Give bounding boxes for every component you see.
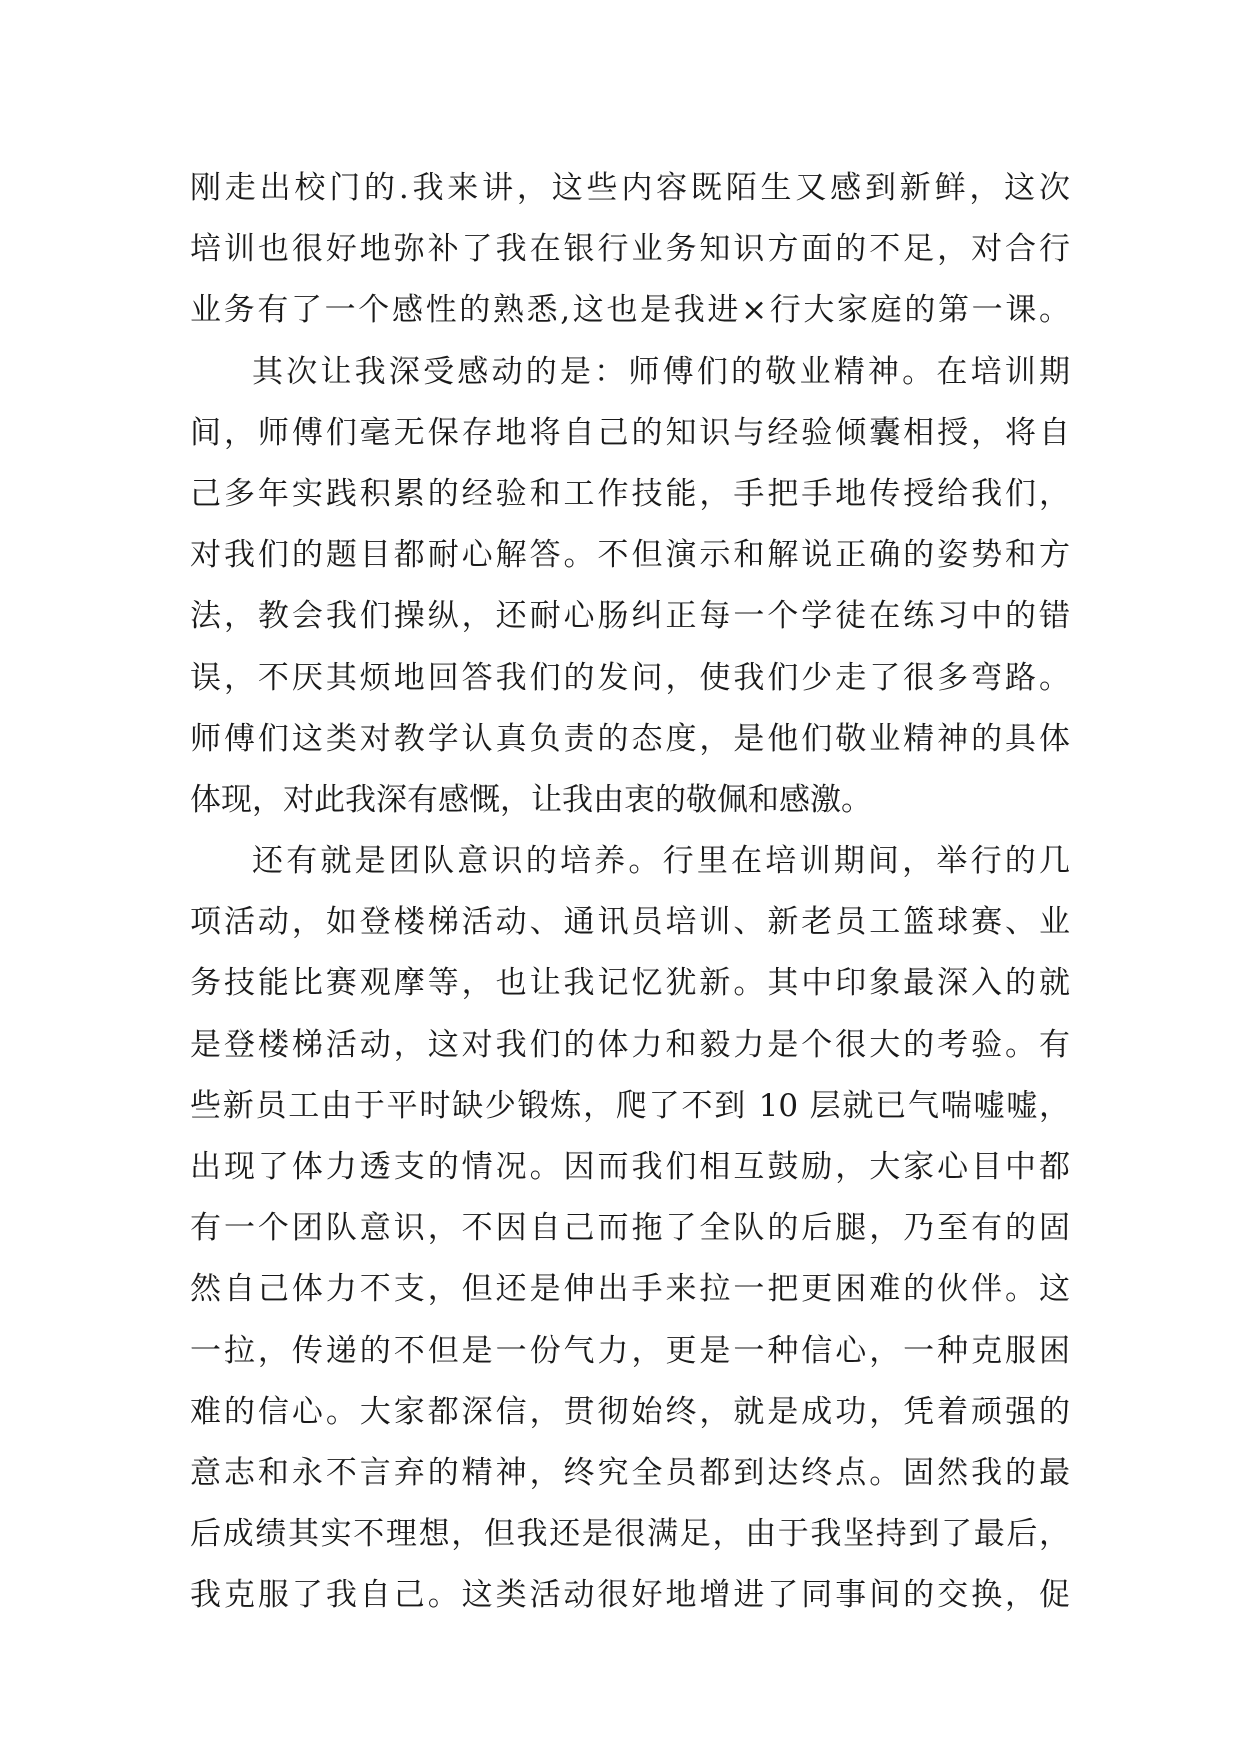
text-line: 项活动，如登楼梯活动、通讯员培训、新老员工篮球赛、业	[190, 904, 1070, 941]
text-line: 刚走出校门的.我来讲，这些内容既陌生又感到新鲜，这次	[190, 170, 1070, 206]
text-line: 些新员工由于平时缺少锻炼，爬了不到 10 层就已气喘嘘嘘，	[190, 1087, 1070, 1124]
text-line: 法，教会我们操纵，还耐心肠纠正每一个学徒在练习中的错	[190, 598, 1070, 635]
text-line: 一拉，传递的不但是一份气力，更是一种信心，一种克服困	[190, 1332, 1070, 1369]
text-line: 误，不厌其烦地回答我们的发问，使我们少走了很多弯路。	[190, 659, 1070, 696]
text-line: 己多年实践积累的经验和工作技能，手把手地传授给我们，	[190, 475, 1070, 512]
text-line: 出现了体力透支的情况。因而我们相互鼓励，大家心目中都	[190, 1149, 1070, 1185]
text-line: 对我们的题目都耐心解答。不但演示和解说正确的姿势和方	[190, 537, 1070, 574]
text-line: 师傅们这类对教学认真负责的态度，是他们敬业精神的具体	[190, 720, 1070, 757]
text-line: 意志和永不言弃的精神，终究全员都到达终点。固然我的最	[190, 1454, 1070, 1491]
text-line: 难的信心。大家都深信，贯彻始终，就是成功，凭着顽强的	[190, 1393, 1070, 1430]
text-line: 务技能比赛观摩等，也让我记忆犹新。其中印象最深入的就	[190, 965, 1070, 1002]
text-line: 间，师傅们毫无保存地将自己的知识与经验倾囊相授，将自	[190, 414, 1070, 451]
text-line: 有一个团队意识，不因自己而拖了全队的后腿，乃至有的固	[190, 1210, 1070, 1247]
text-line: 其次让我深受感动的是：师傅们的敬业精神。在培训期	[252, 353, 1070, 390]
text-line: 后成绩其实不理想，但我还是很满足，由于我坚持到了最后，	[190, 1516, 1070, 1553]
text-line: 是登楼梯活动，这对我们的体力和毅力是个很大的考验。有	[190, 1026, 1070, 1063]
text-line: 我克服了我自己。这类活动很好地增进了同事间的交换，促	[190, 1577, 1070, 1614]
text-line: 还有就是团队意识的培养。行里在培训期间，举行的几	[252, 843, 1070, 880]
body-text	[190, 158, 1070, 1627]
text-line: 体现，对此我深有感慨，让我由衷的敬佩和感激。	[190, 781, 872, 818]
text-line: 培训也很好地弥补了我在银行业务知识方面的不足，对合行	[190, 231, 1070, 268]
text-line: 业务有了一个感性的熟悉,这也是我进×行大家庭的第一课。	[190, 292, 1070, 329]
text-line: 然自己体力不支，但还是伸出手来拉一把更困难的伙伴。这	[190, 1271, 1070, 1308]
